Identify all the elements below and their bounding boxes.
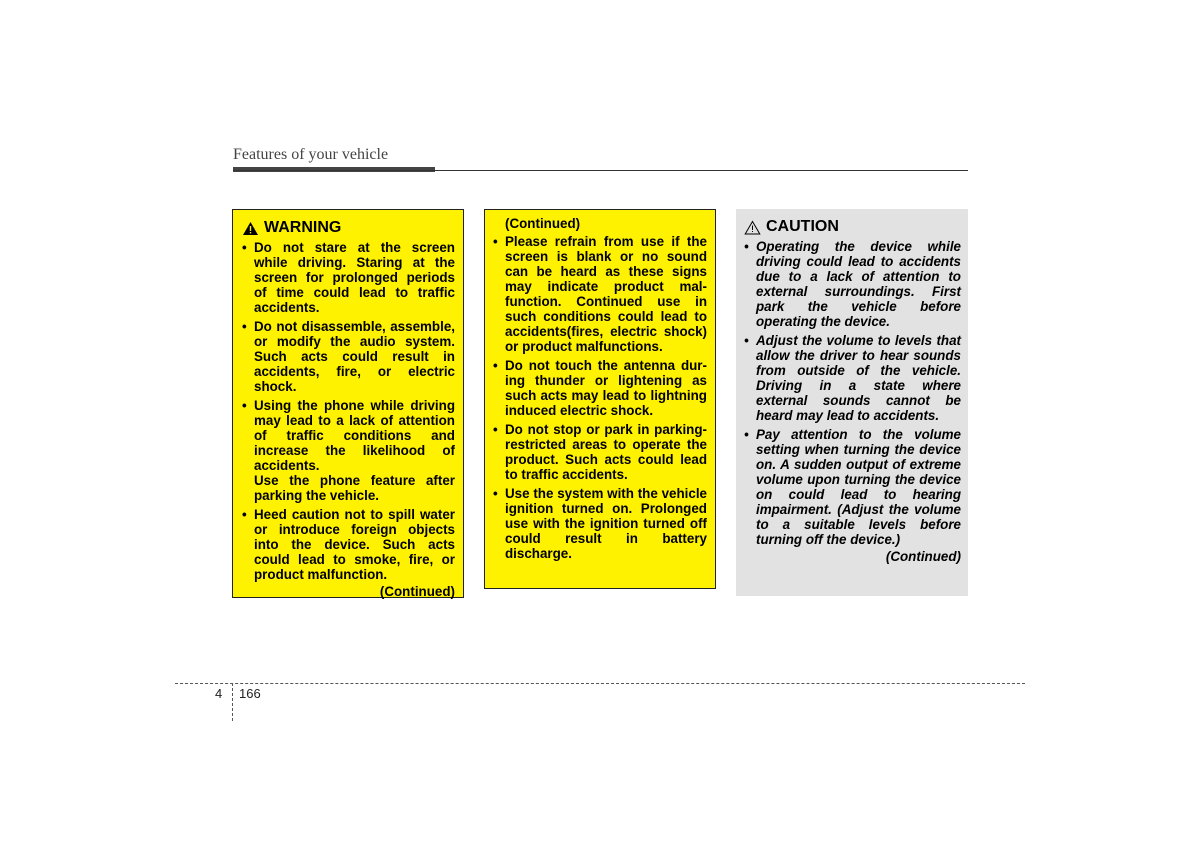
chapter-number: 4 [215, 686, 223, 701]
warning-item-text: Heed caution not to spill water or introduce foreign objects into the device. Such acts could lead to smoke, fire, or product malfunction. [254, 507, 455, 582]
warning-item [242, 398, 455, 503]
caution-item [744, 427, 961, 547]
warning-item-text: Use the system with the vehicle ignition turned on. Prolonged use with the ignition turned off could result in battery discharge. [505, 486, 707, 561]
caution-item [744, 239, 961, 329]
warning-item-text: Do not stop or park in parking-restricted areas to operate the product. Such acts could lead to traffic accidents. [505, 422, 707, 482]
warning-item-text: Using the phone while driving may lead to a lack of attention of traffic conditions and increase the likelihood of accidents. [254, 398, 455, 473]
warning-item-text: Do not stare at the screen while driving. Staring at the screen for prolonged periods of time could lead to traffic accidents. [254, 240, 455, 315]
warning-item [242, 240, 455, 315]
warning-title [242, 219, 455, 237]
warning-title-text: WARNING [264, 219, 342, 236]
warning-item-text: Please refrain from use if the screen is blank or no sound can be heard as these signs may indicate product malfunction. Continued use in such conditions could lead to accidents(fires, electric shock) or product malfunctions. [505, 234, 707, 354]
warning-item [493, 422, 707, 482]
caution-item-text: Operating the device while driving could lead to accidents due to a lack of attention to external surroundings. First park the vehicle before operating the device. [756, 239, 961, 329]
header-rule [233, 170, 968, 171]
caution-triangle-icon [744, 220, 761, 235]
warning-box [232, 209, 464, 598]
footer-rule [175, 683, 1025, 684]
warning-item [242, 319, 455, 394]
caution-continued: (Continued) [885, 549, 961, 564]
continued-header: (Continued) [505, 216, 581, 231]
warning-item [242, 507, 455, 582]
caution-item-text: Pay attention to the volume setting when turning the device on. A sudden output of extreme volume upon turning the device on could lead to hearing impairment. (Adjust the volume to a suitable levels before turning off the device.) [756, 427, 961, 547]
warning-item [493, 486, 707, 561]
warning-item [493, 234, 707, 354]
caution-item [744, 333, 961, 423]
warning-item-text: Do not disassemble, assemble, or modify the audio system. Such acts could result in accidents, fire, or electric shock. [254, 319, 455, 394]
warning-item [493, 358, 707, 418]
caution-box [736, 209, 968, 596]
page-header-title: Features of your vehicle [233, 146, 389, 163]
warning-continued-box [484, 209, 716, 589]
caution-title-text: CAUTION [766, 218, 839, 235]
warning-continued: (Continued) [379, 584, 455, 599]
caution-item-text: Adjust the volume to levels that allow the driver to hear sounds from outside of the vehicle. Driving in a state where external sounds cannot be heard may lead to accidents. [756, 333, 961, 423]
warning-item-extra: Use the phone feature after parking the vehicle. [254, 473, 455, 503]
warning-triangle-icon [242, 221, 259, 236]
page-number: 166 [239, 686, 261, 701]
caution-title [744, 218, 961, 236]
warning-item-text: Do not touch the antenna during thunder or lightening as such acts may lead to lightning induced electric shock. [505, 358, 707, 418]
footer-divider [232, 683, 233, 721]
